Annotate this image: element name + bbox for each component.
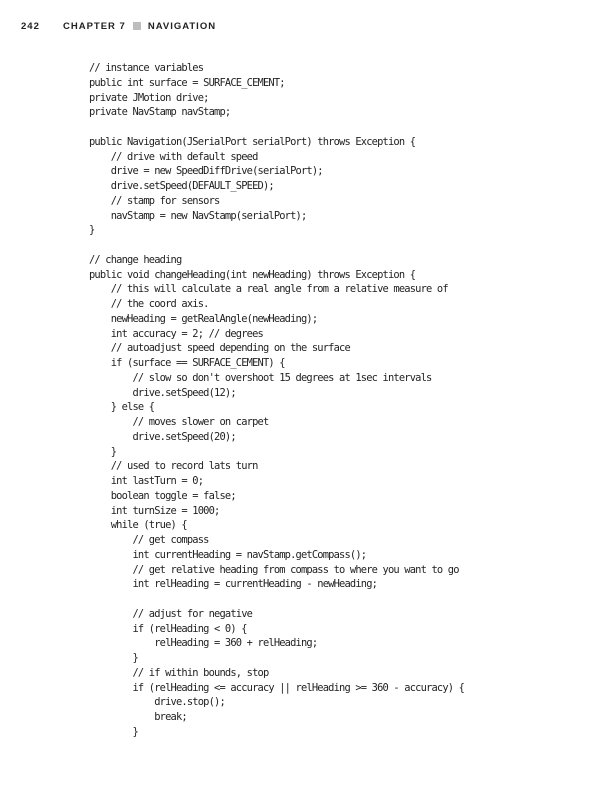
code-listing [89, 61, 569, 740]
code-line: int lastTurn = 0; [89, 475, 204, 487]
code-line: if (relHeading < 0) { [89, 622, 247, 635]
code-line: navStamp = new NavStamp(serialPort); [89, 209, 307, 222]
code-line: while (true) { [89, 519, 187, 532]
code-line: int turnSize = 1000; [89, 504, 220, 517]
code-line: } [89, 224, 95, 237]
running-header [21, 19, 216, 33]
code-line: drive.setSpeed(20); [89, 430, 236, 443]
code-line [89, 592, 569, 607]
code-line: drive.setSpeed(12); [89, 386, 236, 399]
code-line: int accuracy = 2; // degrees [89, 327, 263, 340]
code-line [89, 120, 569, 135]
code-line: public Navigation(JSerialPort serialPort) throws Exception { [89, 135, 416, 148]
code-line: // this will calculate a real angle from a relative measure of [89, 283, 448, 296]
code-line: } else { [89, 401, 155, 414]
code-line [89, 238, 569, 253]
code-line: // stamp for sensors [89, 194, 220, 207]
code-line: private JMotion drive; [89, 91, 209, 104]
code-line: drive.setSpeed(DEFAULT_SPEED); [89, 180, 274, 192]
code-line: // autoadjust speed depending on the surface [89, 342, 350, 355]
code-line: } [89, 445, 117, 458]
code-line: } [89, 725, 138, 738]
code-line: // get relative heading from compass to where you want to go [89, 563, 459, 576]
code-line: drive = new SpeedDiffDrive(serialPort); [89, 165, 323, 178]
code-line: // change heading [89, 253, 182, 266]
code-line: // moves slower on carpet [89, 416, 269, 428]
page-number: 242 [21, 20, 40, 32]
code-line: // get compass [89, 534, 209, 546]
code-line: public int surface = SURFACE_CEMENT; [89, 76, 285, 89]
code-line: // adjust for negative [89, 607, 253, 620]
code-line: // used to record lats turn [89, 460, 258, 473]
code-line: private NavStamp navStamp; [89, 106, 231, 119]
code-line: drive.stop(); [89, 696, 225, 709]
code-line: public void changeHeading(int newHeading) throws Exception { [89, 268, 416, 281]
section-title: NAVIGATION [147, 20, 217, 32]
code-line: // slow so don't overshoot 15 degrees at 1sec intervals [89, 371, 432, 384]
code-line: newHeading = getRealAngle(newHeading); [89, 312, 318, 325]
code-line: boolean toggle = false; [89, 489, 236, 502]
code-line: if (relHeading <= accuracy || relHeading >= 360 - accuracy) { [89, 681, 465, 694]
code-line: // drive with default speed [89, 150, 258, 163]
code-line: int currentHeading = navStamp.getCompass(); [89, 548, 367, 561]
code-line: // if within bounds, stop [89, 666, 269, 679]
code-line: // the coord axis. [89, 298, 209, 310]
code-line: if (surface == SURFACE_CEMENT) { [89, 357, 285, 369]
square-icon [133, 22, 141, 30]
code-line: // instance variables [89, 62, 204, 74]
code-line: } [89, 652, 138, 664]
code-line: break; [89, 711, 187, 723]
code-line: relHeading = 360 + relHeading; [89, 637, 318, 650]
code-line: int relHeading = currentHeading - newHeading; [89, 578, 378, 591]
chapter-label: CHAPTER 7 [63, 20, 126, 32]
